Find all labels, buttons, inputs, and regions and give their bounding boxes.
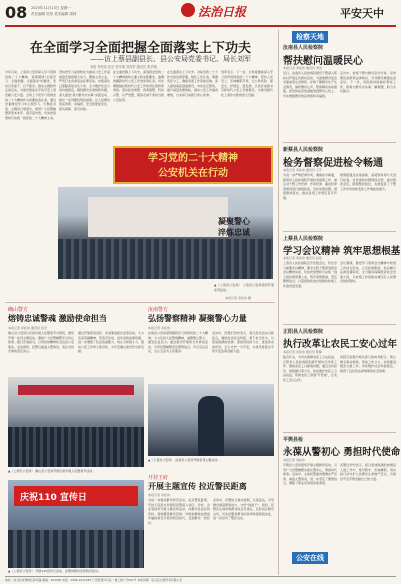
right-divider-2 [283,231,396,232]
mid-bottom-kicker: 开封王府 [148,475,169,481]
lead-subtitle: ——访上蔡县副县长、县公安局党委书记、局长刘军 [90,55,251,63]
lead-photo-building [88,197,228,237]
lead-body-col1: 今年以来，上蔡县公安局深入学习贯彻党的二十大精神，紧紧围绕"全面学习、全面把握、全面落实"的要求，坚持以学促干、以干践学，推动主题教育走深走实，为建设更高水平的平安上蔡贡献公安力量。全局上下把学习贯彻党的二十大精神作为首要政治任务，通过党委理论学习中心组学习、专题读书班、主题党日等形式，组织广大民警辅警原原本本学、逐字逐句悟，切实把思想和行动统一到党的二十大精神上来。 [5,70,56,120]
masthead: 法治日报 [198,5,247,19]
right-divider-1 [283,142,396,143]
right-s2-body2: 督察组通过实地查看、查阅资料等方式进行检查，对发现的问题现场反馈，提出整改意见，限期整改到位，有效促进了干警工作作风的转变和工作效能的提升。 [340,173,396,191]
tag-procuratorate: 检察天地 [292,31,328,43]
mid-center-photo-caption: ▲《上蔡县公安局》 汝南县公安局开展系列主题活动。 [148,458,221,462]
mid-bottom-title: 开展主题宣传 拉近警民距离 [148,481,247,491]
lead-title: 在全面学习全面把握全面落实上下功夫 [30,41,252,56]
right-s4-body1: 临近年关，为切实保障农民工合法权益，正阳县人民检察院积极开展执行改革工作，聚焦农民工讨薪难问题，通过支持起诉、督促履行等方式，依法维护农民工合法权益，帮助农民工拿到"辛苦钱"，让农民工安心过年。 [283,355,337,382]
mid-left-photo-banner [18,385,134,395]
right-s2-kicker: 新蔡县人民检察院 [283,147,324,153]
mid-center-photo-officer [198,396,224,456]
mid-left-body1: 确山县公安局以庆祝中国人民警察节为契机，组织开展一系列主题活动，激励广大民警辅警牢记初心使命，践行忠诚担当，以昂扬的精神状态投身公安事业。活动现场，民警们重温入警誓词，表达对党忠诚的坚定决心。 [8,331,74,354]
right-s5-body1: 平舆县公安局组织开展主题教育活动，引导广大民警辅警永葆从警初心，勇担时代使命。活动中，全体民警面向警旗庄严宣誓，重温入警誓词，进一步坚定了理想信念，增强了职业荣誉感和使命感。 [283,463,337,486]
date-line: 2023年11月13日 星期一 [31,6,71,10]
right-s3-body1: 上蔡县人民检察院召开党组会议，传达学习重要会议精神，要求全院干警深刻领会会议精神实质，切实把思想和行动统一到上级决策部署上来，筑牢思想根基，坚定理想信念，以高度的政治自觉推动检察工作高质量发展。 [283,261,337,288]
divider-left-1 [5,302,275,303]
mid-bottom-credit: 本报记者 李松伟 [148,493,170,497]
tag-police-online: 公安在线 [292,552,328,564]
mid-left-kicker: 确山警方 [8,307,29,313]
right-s1-body2: 走访中，检察干警与群众亲切交谈，宣传惠民政策和法律知识，引导群众增强法治意识。下一步，该院将持续做好帮扶工作，积极为群众办实事、解难题，助力乡村振兴。 [340,71,396,94]
right-s3-credit: 本报记者 李松伟 通讯员 赵亮 [283,256,322,260]
right-s4-kicker: 正阳县人民检察院 [283,329,324,335]
right-divider-3 [283,324,396,325]
lead-body-col2: 坚持把学习成果转化为推动公安工作高质量发展的强大动力，聚焦主责主业，严厉打击各类违法犯罪活动，持续深化扫黑除恶常态化斗争，全力维护社会大局持续稳定。围绕群众急难愁盼问题，深入推进"我为群众办实事"实践活动，推出一系列便民利民措施，让人民群众的获得感、幸福感、安全感更加充实、更有保障、更可持续。 [59,70,110,111]
lead-banner-text: 学习党的二十大精神 公安机关在行动 [148,153,238,179]
right-s5-body2: 民警们纷纷表示，将以更加饱满的热情投入到工作中，恪尽职守、忠诚履职，用实际行动守护人民群众生命财产安全，为建设平安平舆贡献自己的力量。 [340,463,396,481]
mid-bottom-body2: 活动中，民警结合真实案例，以案说法，引导群众提高辨别能力，守好"钱袋子"。同时，民警还认真听取群众的意见建议，及时回应群众关切，切实把服务群众的各项举措落到实处，进一步密切了警民关系。 [213,498,274,521]
page-header [0,0,401,28]
right-s1-kicker: 汝南县人民检察院 [283,45,324,51]
mid-bottom-photo-caption: ▲《上蔡县公安局》 开展110宣传日活动，民警向群众宣传防范知识。 [8,569,101,573]
mid-left-photo-caption: ▲《上蔡县公安局》 确山县公安局开展庆祝中国人民警察节活动。 [8,469,96,473]
mid-center-title: 弘扬警察精神 凝聚警心力量 [148,313,247,323]
right-s2-title: 检务督察促进检令畅通 [283,158,383,169]
mid-left-body2: 通过开展荣誉表彰、先进事迹报告会等活动，大力弘扬英模精神，营造学先进、赶先进的浓厚氛围，进一步增强了队伍的凝聚力、向心力和战斗力，推动公安工作再上新台阶，为平安确山建设作出新贡献。 [78,331,144,354]
masthead-logo-icon [181,3,195,17]
lead-photo-caption: 凝聚警心 淬炼忠诚 [218,216,250,237]
mid-center-credit: 本报记者 李松伟 [148,326,170,330]
footer-text: 地址：驻马店市驿城区新华路 邮编：463000 电话：0396-2912345 广告经营许可证：豫工商广字001号 本报印刷：驻马店日报印务有限公司 [5,578,183,582]
mid-center-body1: 汝南县公安局紧紧围绕学习贯彻党的二十大精神，大力弘扬人民警察精神，凝聚警心警力，激发队伍活力。通过组织开展形式多样的活动，引导民警辅警坚定理想信念，牢记宗旨意识，全心全意为人民服务。 [148,331,208,354]
mid-bottom-banner-text: 庆祝110 宣传日 [20,493,87,503]
right-s3-kicker: 上蔡县人民检察院 [283,236,324,242]
mid-center-photo [148,384,274,456]
right-s5-title: 永葆从警初心 勇担时代使命 [283,447,401,458]
lead-photo-note: ▲《上蔡县公安局》 上蔡县公安局组织开展系列活动。 [214,283,274,292]
right-s1-body1: 近日，汝南县人民检察院组织干警深入帮扶村开展走访慰问活动，为困难群众送去米面油等生活物资，详细了解群众生产生活情况，倾听群众心声，帮助解决实际困难，把党和政府的温暖送到群众心坎上，切实增强群众的获得感和幸福感。 [283,71,337,98]
right-s3-title: 学习会议精神 筑牢思想根基 [283,246,401,257]
right-s5-kicker: 平舆县检 [283,437,304,443]
right-s4-title: 执行改革让农民工安心过年 [283,339,398,350]
mid-bottom-photo [8,480,144,568]
right-s4-body2: 该院还加强与相关部门的协作配合，建立健全联动机制，形成工作合力，持续推进根治欠薪工作，切实维护社会和谐稳定，取得了良好的法律效果和社会效果。 [340,355,396,373]
mid-left-photo [8,377,144,467]
edition-line: 责任编辑 吴彤 美术编辑 周林 [31,12,77,16]
header-rule [5,25,396,27]
right-s5-credit: 本报记者 李松伟 [283,458,305,462]
mid-bottom-photo-banner [14,486,138,506]
mid-left-photo-crowd [8,427,144,467]
mid-bottom-body1: 为进一步提高群众防范意识，拉近警民距离，开封王府派出所组织民警深入社区、学校、企业等场所开展主题宣传活动，向群众发放宣传资料，现场解答群众咨询，详细讲解电信网络诈骗的常见手段和防范技巧，受到群众一致好评。 [148,498,210,525]
right-col-border [278,30,279,575]
lead-body-col5: 刘军表示，下一步，全局将继续深入学习宣传贯彻党的二十大精神，坚持人民至上，忠诚履职尽责，全力防风险、保安全、护稳定、促发展，以优异成绩书写新时代公安工作新篇章，为建设现代化上蔡作出新的更大贡献。 [221,70,273,97]
right-s2-body1: 为进一步严明纪律作风，确保检令畅通，新蔡县人民检察院开展检务督察工作，重点对干警工作纪律、作风纪律、廉洁纪律等情况进行督察检查，及时发现问题，督促整改落实，推动各项工作规范有序开展。 [283,173,337,200]
lead-photo-credit: 本报记者 李松伟 摄 [225,296,251,300]
mid-center-kicker: 汝南警方 [148,307,169,313]
right-s4-credit: 本报记者 李松伟 通讯员 陈静 [283,350,322,354]
lead-photo-crowd [58,239,273,279]
right-s3-body2: 会议强调，要把学习贯彻会议精神与检察工作结合起来，立足检察职能，依法履行法律监督职责，全力服务保障经济社会发展大局，以检察工作的新成效回应人民群众的新期待。 [340,261,396,284]
mid-left-credit: 本报记者 李松伟 通讯员 张宏 [8,326,47,330]
mid-left-title: 熔铸忠诚警魂 激励使命担当 [8,313,107,323]
right-s2-credit: 本报记者 李松伟 通讯员 王芳 [283,168,322,172]
right-s1-title: 帮扶慰问温暖民心 [283,56,363,67]
section-name: 平安天中 [340,7,384,20]
lead-byline: 本报 李松伟 赵宗 张华瑞 刘亮军 通讯员 张华翔 [90,65,157,69]
page-number: 08 [5,3,28,22]
right-divider-4 [283,432,396,433]
footer-rule [5,576,396,577]
right-s1-credit: 本报记者 李松伟 通讯员 刘伟 [283,66,322,70]
mid-center-body2: 活动中，民警们纷纷表示，将以此次活动为新起点，继续发扬优良传统，勇于担当作为，以更加饱满的热情、更加昂扬的斗志、更加务实的作风，全力守护一方平安，为建设更高水平的平安汝南贡献力量。 [212,331,274,354]
mid-bottom-photo-crowd [8,530,144,568]
lead-body-col3: 在全面把握上下功夫。深刻领会党的二十大精神的核心要义和实践要求，准确把握新时代公安工作的使命任务，切实增强做好新时代公安工作的责任感和使命感。坚持政治建警、改革强警、科技兴警、从严治警，锻造忠诚干净担当的公安铁军。 [113,70,164,102]
lead-body-col4: 在全面落实上下功夫。对标党的二十大作出的决策部署，细化工作任务，明确责任分工，确保各项工作落地见效。深入推进基层基础建设，夯实社区警务，提升基层治理效能，推动公安工作提质增效，以实际行动践行初心使命。 [167,70,218,97]
lead-banner [113,146,273,184]
